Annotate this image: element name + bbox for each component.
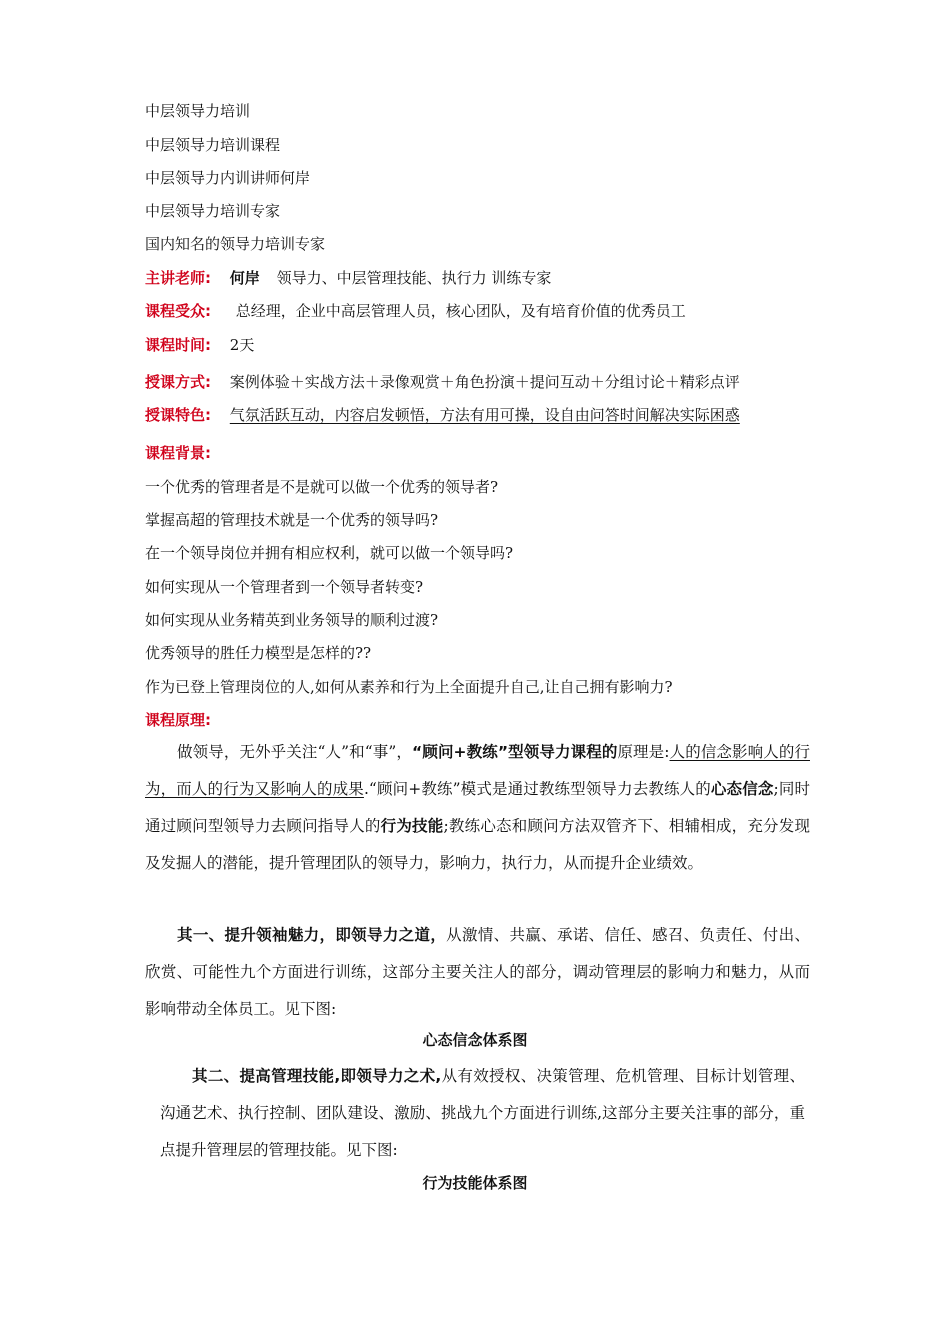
audience-label: 课程受众: bbox=[145, 302, 211, 320]
principle-paragraph-2 bbox=[145, 917, 810, 1028]
title-line-2: 中层领导力培训课程 bbox=[145, 136, 281, 154]
audience-value: 总经理，企业中高层管理人员，核心团队，及有培育价值的优秀员工 bbox=[235, 302, 686, 320]
p1-part-i: ;教练心态和顾问方法双管齐下、相辅相成，充分发现及发掘人的潜能，提升管理团队的领导力，影响力，执行力，从而提升企业绩效。 bbox=[145, 817, 810, 872]
figure-caption-1: 心态信念体系图 bbox=[422, 1031, 528, 1049]
background-label: 课程背景: bbox=[145, 444, 211, 462]
feature-value: 气氛活跃互动，内容启发顿悟，方法有用可操，设自由问答时间解决实际困惑 bbox=[229, 406, 740, 424]
audience-row bbox=[145, 301, 686, 321]
background-question: 优秀领导的胜任力模型是怎样的?? bbox=[145, 644, 372, 662]
p1-skills: 行为技能 bbox=[380, 817, 444, 835]
background-question: 一个优秀的管理者是不是就可以做一个优秀的领导者? bbox=[145, 478, 499, 496]
p2-heading: 其一、提升领袖魅力，即领导力之道， bbox=[177, 926, 447, 944]
p3-heading: 其二、提高管理技能,即领导力之术, bbox=[192, 1067, 442, 1085]
time-label: 课程时间: bbox=[145, 336, 211, 354]
background-question: 在一个领导岗位并拥有相应权利，就可以做一个领导吗? bbox=[145, 544, 514, 562]
feature-label: 授课特色: bbox=[145, 406, 211, 424]
teacher-name: 何岸 bbox=[229, 269, 260, 287]
principle-label: 课程原理: bbox=[145, 711, 211, 729]
p1-part-c: 原理是: bbox=[617, 743, 670, 761]
method-row bbox=[145, 372, 740, 392]
background-question: 掌握高超的管理技术就是一个优秀的领导吗? bbox=[145, 511, 439, 529]
p1-part-e: .“顾问+教练”模式是通过教练型领导力去教练人的 bbox=[363, 780, 711, 798]
p1-principle-underlined: 人的信念影响人的行为，而人的行为又影响人的成果 bbox=[145, 743, 810, 798]
p3-body: 从有效授权、决策管理、危机管理、目标计划管理、沟通艺术、执行控制、团队建设、激励、挑战九个方面进行训练,这部分主要关注事的部分，重点提升管理层的管理技能。见下图: bbox=[160, 1067, 805, 1159]
title-line-4: 中层领导力培训专家 bbox=[145, 202, 281, 220]
p2-body: 从激情、共赢、承诺、信任、感召、负责任、付出、欣赏、可能性九个方面进行训练，这部分主要关注人的部分，调动管理层的影响力和魅力，从而影响带动全体员工。见下图: bbox=[145, 926, 810, 1018]
teacher-label: 主讲老师: bbox=[145, 269, 211, 287]
method-value: 案例体验＋实战方法＋录像观赏＋角色扮演＋提问互动＋分组讨论＋精彩点评 bbox=[229, 373, 740, 391]
principle-paragraph-3 bbox=[160, 1058, 805, 1169]
teacher-desc: 领导力、中层管理技能、执行力 训练专家 bbox=[276, 269, 552, 287]
time-row bbox=[145, 335, 254, 355]
feature-row bbox=[145, 405, 740, 425]
title-line-1: 中层领导力培训 bbox=[145, 102, 251, 120]
teacher-row bbox=[145, 268, 551, 288]
background-question: 作为已登上管理岗位的人,如何从素养和行为上全面提升自己,让自己拥有影响力? bbox=[145, 678, 673, 696]
p1-part-g: ;同时通过顾问型领导力去顾问指导人的 bbox=[145, 780, 810, 835]
principle-paragraph-1 bbox=[145, 734, 810, 882]
title-line-3: 中层领导力内训讲师何岸 bbox=[145, 169, 311, 187]
time-value: 2天 bbox=[229, 336, 255, 354]
figure-caption-2: 行为技能体系图 bbox=[422, 1174, 528, 1192]
background-question: 如何实现从业务精英到业务领导的顺利过渡? bbox=[145, 611, 439, 629]
background-question: 如何实现从一个管理者到一个领导者转变? bbox=[145, 578, 424, 596]
p1-mindset: 心态信念 bbox=[710, 780, 774, 798]
p1-part-a: 做领导，无外乎关注“人”和“事”， bbox=[177, 743, 413, 761]
method-label: 授课方式: bbox=[145, 373, 211, 391]
title-line-5: 国内知名的领导力培训专家 bbox=[145, 235, 326, 253]
p1-course-name: “顾问+教练”型领导力课程的 bbox=[412, 743, 618, 761]
